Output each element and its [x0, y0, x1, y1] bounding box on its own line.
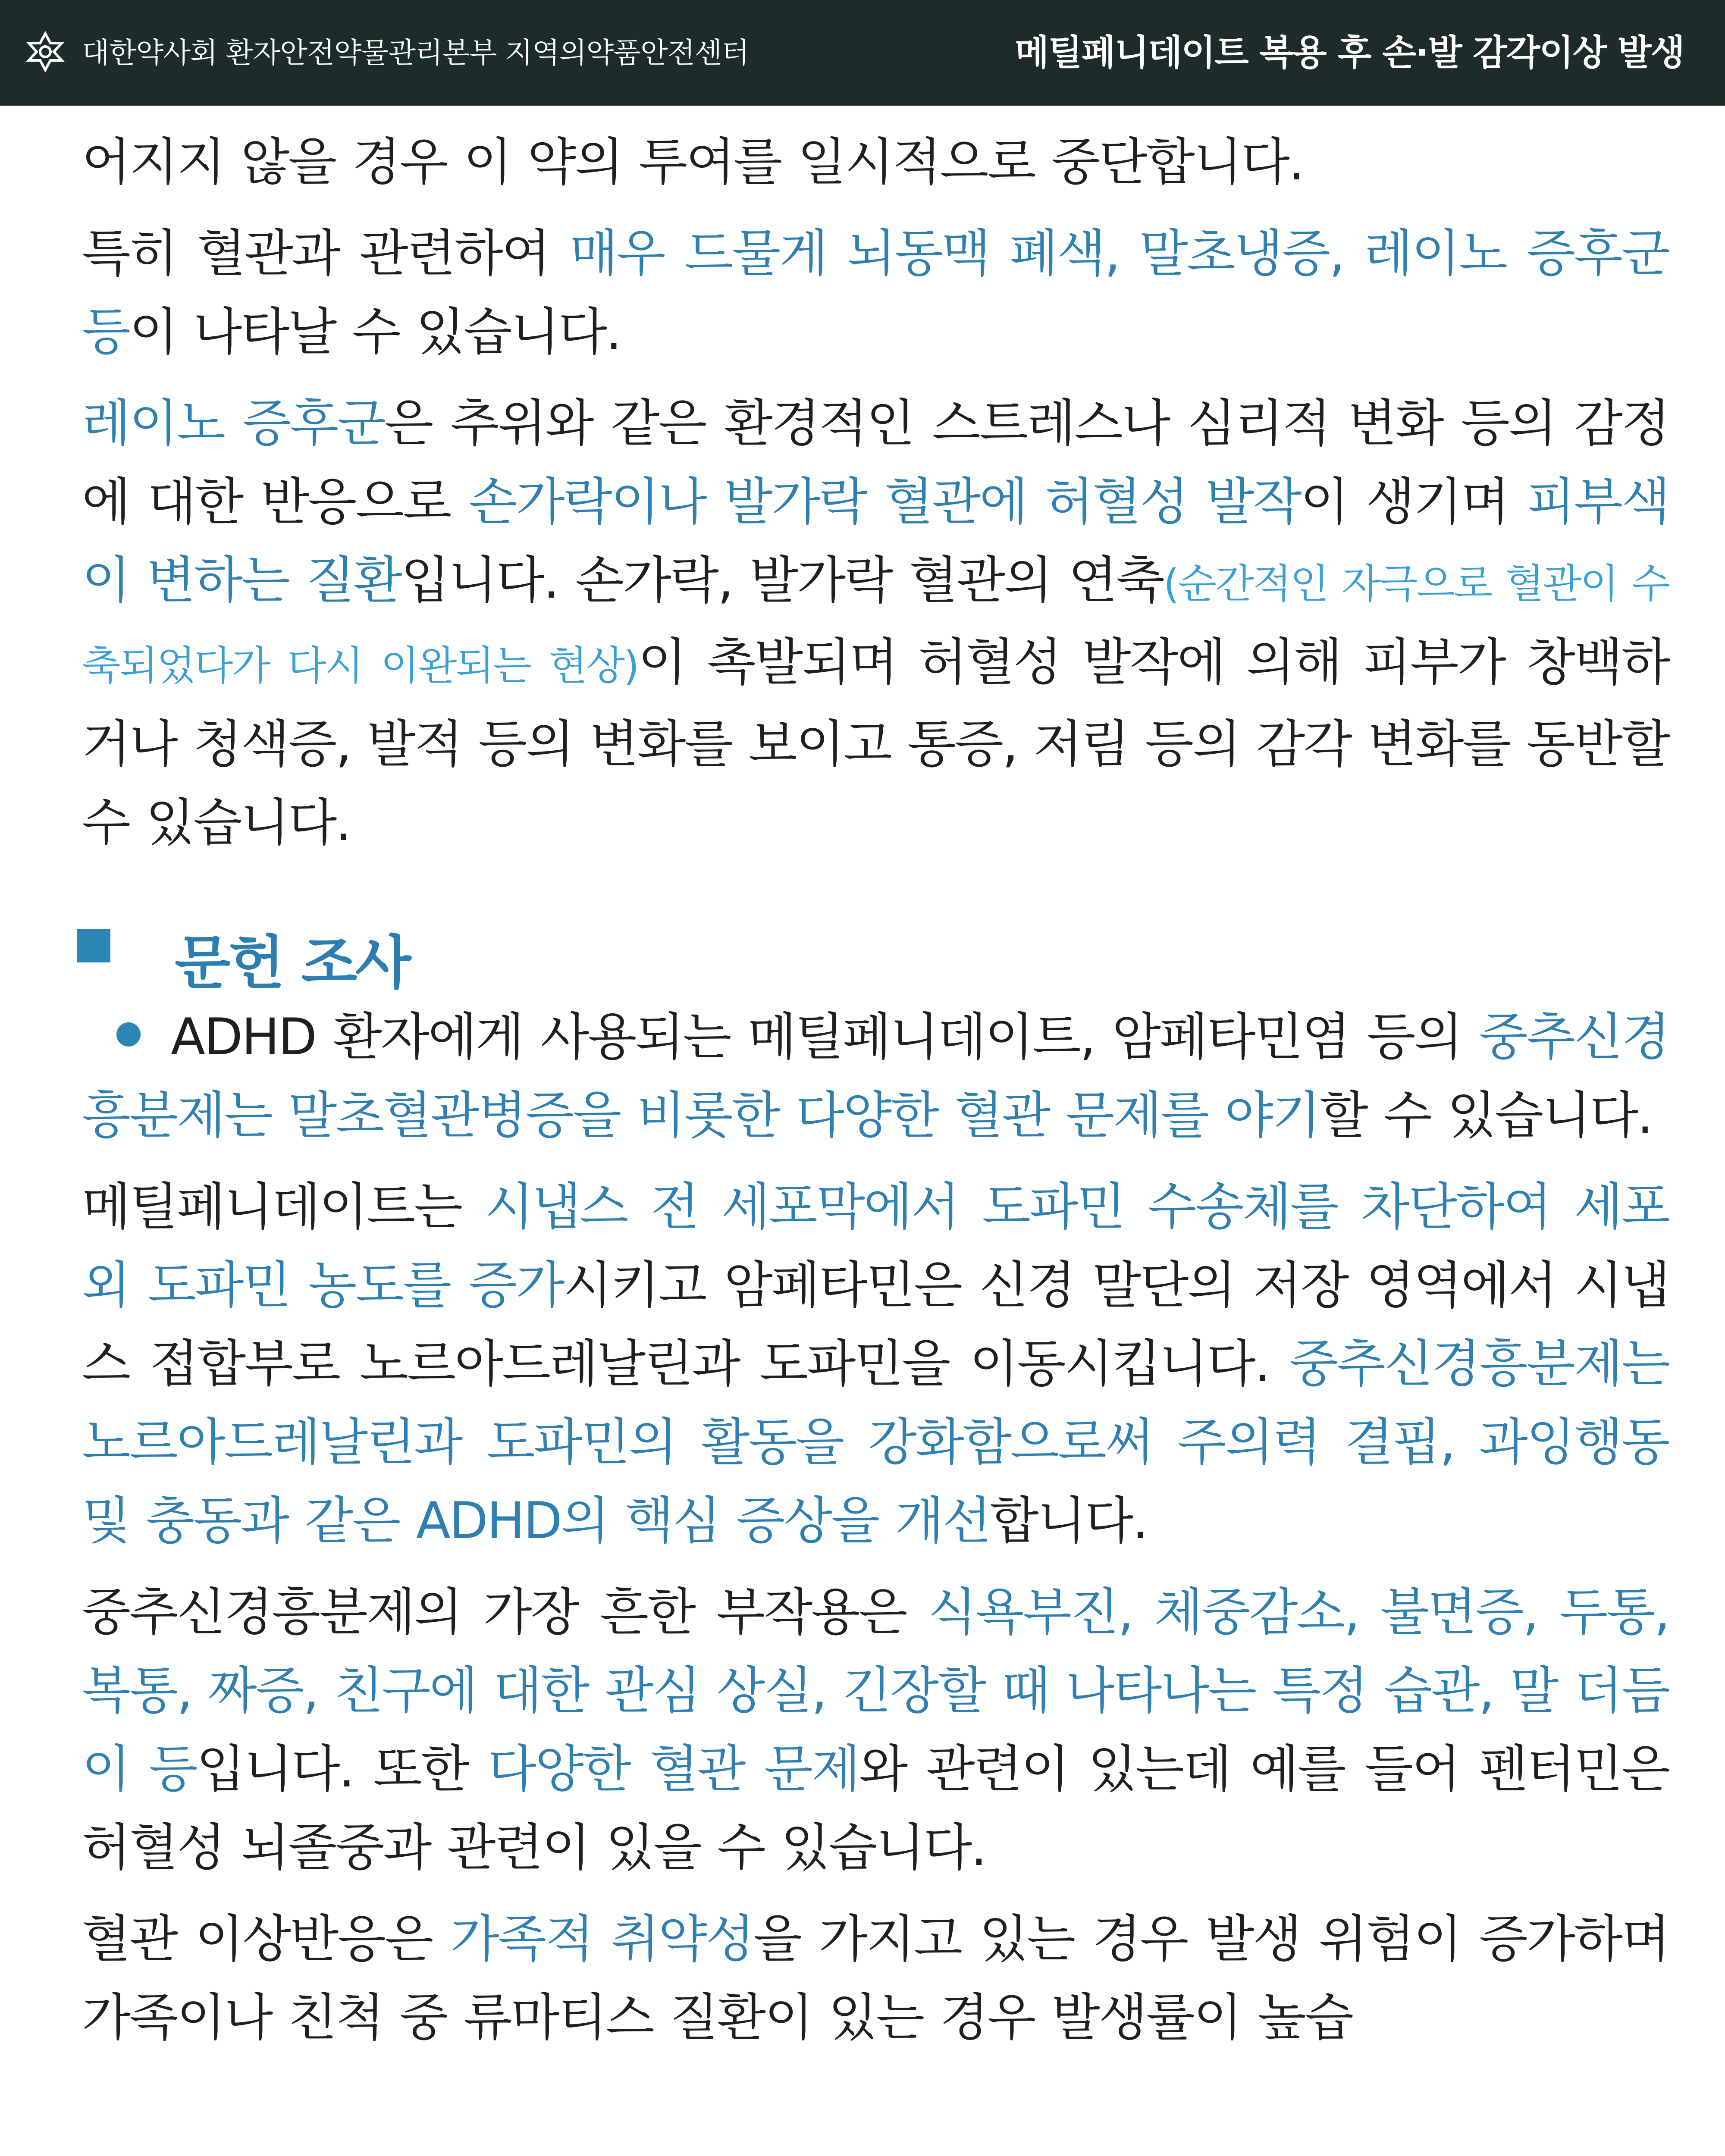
text-segment: 은 추위와 같은 환경적인 스트레스나 심리적 변화 등의 감정에 대한 반응으로 — [82, 394, 1669, 531]
text-segment: 을 가지고 있는 경우 발생 위험이 증가하며 가족이나 친척 중 류마티스 질환이 있는 경우 발생률이 높습 — [82, 1909, 1669, 2047]
bullet-dot-icon — [116, 1022, 141, 1047]
highlighted-text: 매우 드물게 뇌동맥 폐색, 말초냉증, 레이노 증후군 등 — [82, 224, 1669, 361]
highlighted-text: 레이노 증후군 — [82, 394, 385, 453]
section-heading — [82, 920, 1669, 997]
highlighted-text: 시냅스 전 세포막에서 도파민 수송체를 차단하여 세포 외 도파민 농도를 증가 — [82, 1177, 1669, 1315]
organization-name: 대한약사회 환자안전약물관리본부 지역의약품안전센터 — [82, 36, 749, 69]
highlighted-text: 중추신경흥분제는 노르아드레날린과 도파민의 활동을 강화함으로써 주의력 결핍, 과잉행동 및 충동과 같은 ADHD의 핵심 증상을 개선 — [82, 1334, 1669, 1550]
section-title: 문헌 조사 — [175, 929, 410, 997]
text-segment: 입니다. 또한 — [196, 1739, 488, 1799]
square-bullet-icon — [77, 929, 110, 962]
document-title: 메틸페니데이트 복용 후 손·발 감각이상 발생 — [1015, 32, 1684, 73]
paragraph-7 — [82, 1900, 1669, 2057]
highlighted-text: 피부색이 변하는 질환 — [82, 472, 1669, 610]
paragraph-1: 어지지 않을 경우 이 약의 투여를 일시적으로 중단합니다. — [82, 132, 1304, 191]
paragraph-4-text — [82, 1007, 1669, 1145]
text-segment: 합니다. — [990, 1491, 1147, 1550]
text-segment: 할 수 있습니다. — [1319, 1086, 1652, 1145]
paragraph-5 — [82, 1168, 1669, 1560]
text-segment: 시키고 암페타민은 신경 말단의 저장 영역에서 시냅스 접합부로 노르아드레날린과 도파민을 이동시킵니다. — [82, 1256, 1669, 1393]
highlighted-text: 다양한 혈관 문제 — [487, 1739, 859, 1799]
highlighted-text: (순간적인 자극으로 혈관이 수축되었다가 다시 이완되는 현상) — [82, 561, 1669, 689]
text-segment: 이 생기며 — [1300, 472, 1527, 531]
text-segment: 와 관련이 있는데 예를 들어 펜터민은 허혈성 뇌졸중과 관련이 있을 수 있습니다. — [82, 1739, 1669, 1877]
highlighted-text: 식욕부진, 체중감소, 불면증, 두통, 복통, 짜증, 친구에 대한 관심 상실, 긴장할 때 나타나는 특정 습관, 말 더듬이 등 — [82, 1583, 1669, 1799]
highlighted-text: 손가락이나 발가락 혈관에 허혈성 발작 — [468, 472, 1301, 531]
highlighted-text: 가족적 취약성 — [450, 1909, 753, 1968]
text-segment: 특히 혈관과 관련하여 — [82, 224, 570, 283]
text-segment: 입니다. 손가락, 발가락 혈관의 연축 — [401, 551, 1164, 610]
text-segment: 이 나타날 수 있습니다. — [129, 302, 621, 361]
paragraph-3 — [82, 384, 1669, 862]
paragraph-6 — [82, 1573, 1669, 1887]
text-segment: 혈관 이상반응은 — [82, 1909, 451, 1968]
text-segment: 이 촉발되며 허혈성 발작에 의해 피부가 창백하거나 청색증, 발적 등의 변화를 보이고 통증, 저림 등의 감각 변화를 동반할 수 있습니다. — [82, 633, 1669, 852]
document-body — [82, 123, 1669, 2070]
kpa-emblem-icon — [24, 30, 67, 73]
text-segment: 중추신경흥분제의 가장 흔한 부작용은 — [82, 1583, 928, 1642]
paragraph-2 — [82, 214, 1669, 371]
text-segment: 메틸페니데이트는 — [82, 1177, 485, 1236]
paragraph-4 — [82, 998, 1669, 1155]
text-segment: ADHD 환자에게 사용되는 메틸페니데이트, 암페타민염 등의 — [171, 1007, 1479, 1066]
page-header — [0, 0, 1725, 106]
highlighted-text: 중추신경흥분제는 말초혈관병증을 비롯한 다양한 혈관 문제를 야기 — [82, 1007, 1669, 1145]
